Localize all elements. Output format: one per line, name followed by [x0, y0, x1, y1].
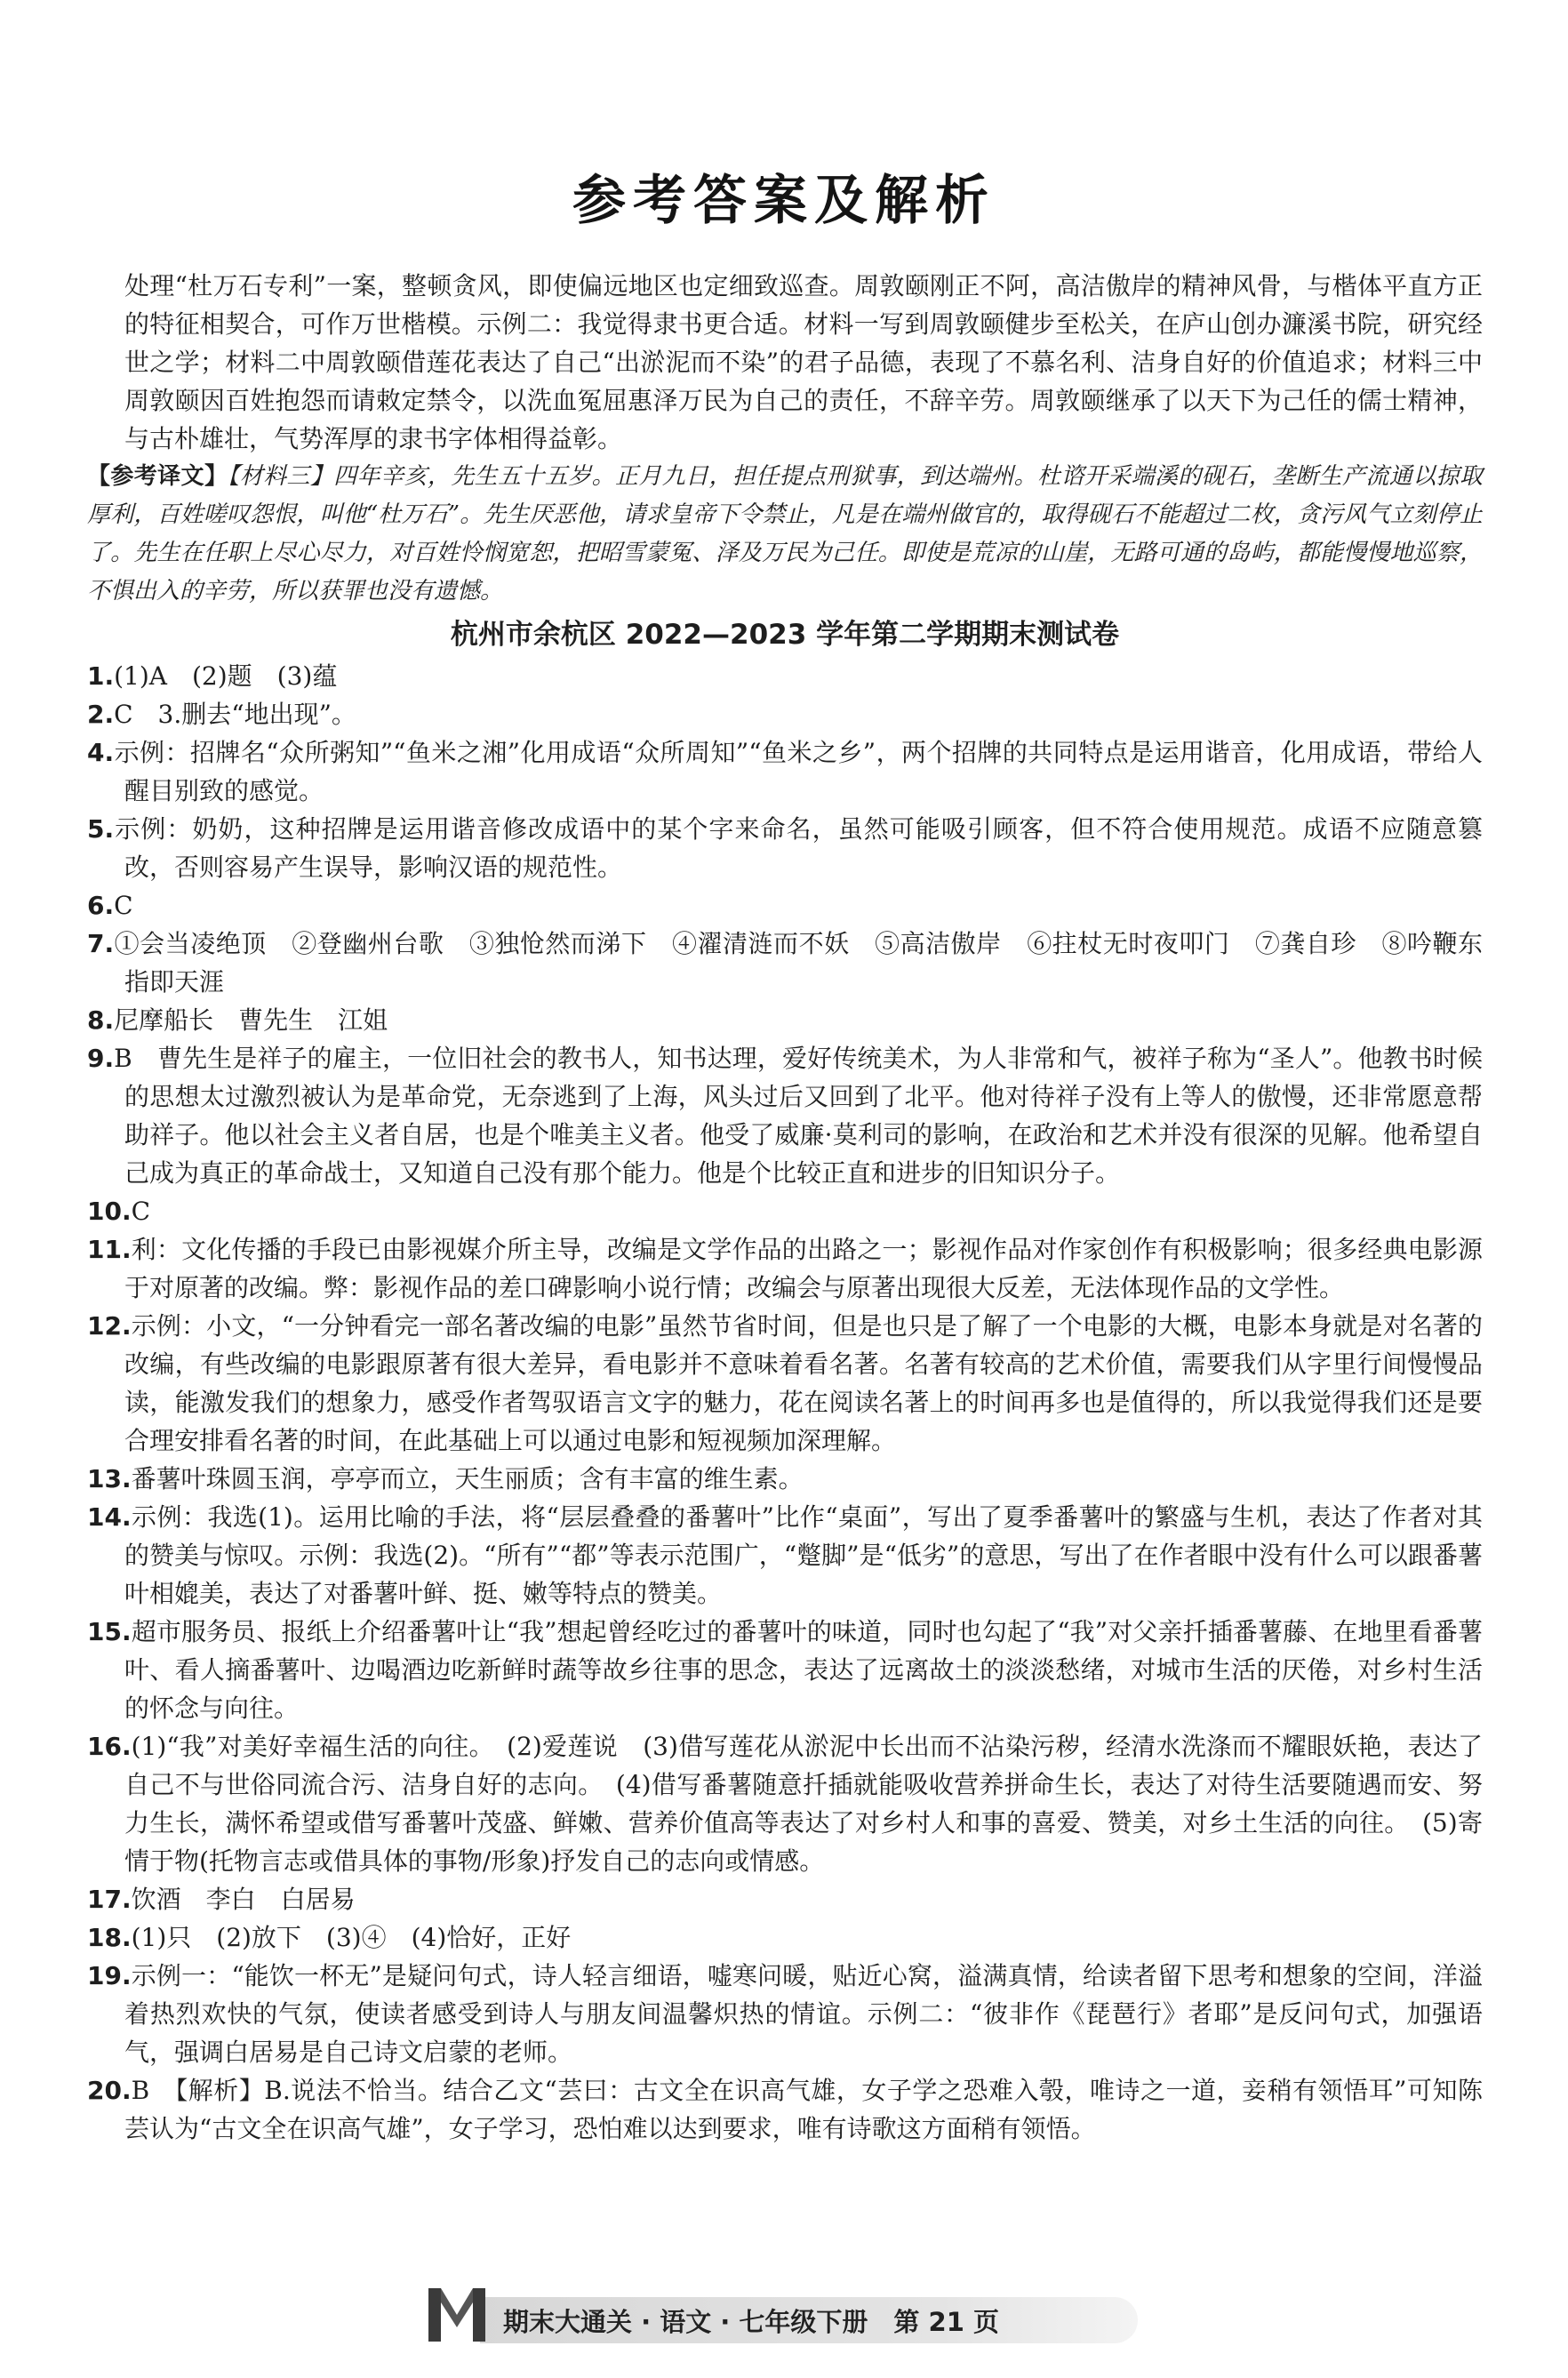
translation-tag: 【参考译文】: [87, 463, 228, 490]
answer-item: [87, 1727, 1483, 1880]
answer-item: [87, 925, 1483, 1001]
answer-text: 示例：我选(1)。运用比喻的手法，将“层层叠叠的番薯叶”比作“桌面”，写出了夏季番薯叶的繁盛与生机，表达了作者对其的赞美与惊叹。示例：我选(2)。“所有”“都”等表示范围广，“蹩脚”是“低劣”的意思，写出了在作者眼中没有什么可以跟番薯叶相媲美，表达了对番薯叶鲜、挺、嫩等特点的赞美。: [124, 1502, 1483, 1608]
answer-number: 4.: [87, 738, 115, 767]
answer-number: 14.: [87, 1502, 132, 1532]
page-footer: [0, 2294, 1568, 2347]
answer-number: 10.: [87, 1197, 132, 1226]
translation-text: 【材料三】四年辛亥，先生五十五岁。正月九日，担任提点刑狱事，到达端州。杜谘开采端溪的砚石，垄断生产流通以掠取厚利，百姓嗟叹怨恨，叫他“杜万石”。先生厌恶他，请求皇帝下令禁止，凡是在端州做官的，取得砚石不能超过二枚，贪污风气立刻停止了。先生在任职上尽心尽力，对百姓怜悯宽恕，把昭雪蒙冤、泽及万民为己任。即使是荒凉的山崖，无路可通的岛屿，都能慢慢地巡察，不惧出入的辛劳，所以获罪也没有遗憾。: [87, 463, 1483, 605]
answer-item: [87, 695, 1483, 733]
answer-text: (1)A (2)题 (3)蕴: [114, 661, 338, 691]
answer-number: 5.: [87, 814, 115, 844]
answer-number: 6.: [87, 891, 115, 920]
answer-item: [87, 1192, 1483, 1230]
answer-item: [87, 1039, 1483, 1192]
footer-text: 期末大通关 · 语文 · 七年级下册 第 21 页: [503, 2307, 999, 2337]
publisher-logo-icon: [423, 2281, 491, 2349]
answer-item: [87, 2071, 1483, 2148]
answer-text: 番薯叶珠圆玉润，亭亭而立，天生丽质；含有丰富的维生素。: [131, 1464, 804, 1493]
answer-text: 示例一：“能饮一杯无”是疑问句式，诗人轻言细语，嘘寒问暖，贴近心窝，溢满真情，给读者留下思考和想象的空间，洋溢着热烈欢快的气氛，使读者感受到诗人与朋友间温馨炽热的情谊。示例二：“彼非作《琵琶行》者耶”是反问句式，加强语气，强调白居易是自己诗文启蒙的老师。: [124, 1961, 1483, 2067]
answer-text: ①会当凌绝顶 ②登幽州台歌 ③独怆然而涕下 ④濯清涟而不妖 ⑤高洁傲岸 ⑥拄杖无时夜叩门 ⑦龚自珍 ⑧吟鞭东指即天涯: [114, 929, 1483, 997]
answer-item: [87, 1001, 1483, 1039]
answer-number: 19.: [87, 1961, 132, 1990]
answer-number: 18.: [87, 1923, 132, 1952]
answer-text: 饮酒 李白 白居易: [131, 1885, 356, 1914]
answer-text: 超市服务员、报纸上介绍番薯叶让“我”想起曾经吃过的番薯叶的味道，同时也勾起了“我”对父亲扦插番薯藤、在地里看番薯叶、看人摘番薯叶、边喝酒边吃新鲜时蔬等故乡往事的思念，表达了远离故土的淡淡愁绪，对城市生活的厌倦，对乡村生活的怀念与向往。: [124, 1617, 1483, 1723]
answer-text: 示例：招牌名“众所粥知”“鱼米之湘”化用成语“众所周知”“鱼米之乡”，两个招牌的共同特点是运用谐音，化用成语，带给人醒目别致的感觉。: [114, 738, 1483, 805]
answer-number: 8.: [87, 1005, 115, 1035]
answer-item: [87, 1613, 1483, 1727]
answer-number: 13.: [87, 1464, 132, 1493]
answer-text: (1)“我”对美好幸福生活的向往。 (2)爱莲说 (3)借写莲花从淤泥中长出而不沾染污秽，经清水洗涤而不耀眼妖艳，表达了自己不与世俗同流合污、洁身自好的志向。 (4)借写番薯随意扦插就能吸收营养拼命生长，表达了对待生活要随遇而安、努力生长，满怀希望或借写番薯叶茂盛、鲜嫩、营养价值高等表达了对乡村人和事的喜爱、赞美，对乡土生活的向往。 (5)寄情于物(托物言志或借具体的事物/形象)抒发自己的志向或情感。: [124, 1732, 1483, 1876]
intro-paragraph: 处理“杜万石专利”一案，整顿贪风，即使偏远地区也定细致巡查。周敦颐刚正不阿，高洁傲岸的精神风骨，与楷体平直方正的特征相契合，可作万世楷模。示例二：我觉得隶书更合适。材料一写到周敦颐健步至松关，在庐山创办濂溪书院，研究经世之学；材料二中周敦颐借莲花表达了自己“出淤泥而不染”的君子品德，表现了不慕名利、洁身自好的价值追求；材料三中周敦颐因百姓抱怨而请敕定禁令，以洗血冤屈惠泽万民为自己的责任，不辞辛劳。周敦颐继承了以天下为己任的儒士精神，与古朴雄壮，气势浑厚的隶书字体相得益彰。: [124, 271, 1483, 453]
reference-translation: [87, 458, 1483, 611]
answer-text: C: [114, 891, 133, 920]
answer-text: 示例：奶奶，这种招牌是运用谐音修改成语中的某个字来命名，虽然可能吸引顾客，但不符合使用规范。成语不应随意篡改，否则容易产生误导，影响汉语的规范性。: [114, 814, 1483, 882]
answer-text: B 曹先生是祥子的雇主，一位旧社会的教书人，知书达理，爱好传统美术，为人非常和气，被祥子称为“圣人”。他教书时候的思想太过激烈被认为是革命党，无奈逃到了上海，风头过后又回到了北平。他对待祥子没有上等人的傲慢，还非常愿意帮助祥子。他以社会主义者自居，也是个唯美主义者。他受了威廉·莫利司的影响，在政治和艺术并没有很深的见解。他希望自己成为真正的革命战士，又知道自己没有那个能力。他是个比较正直和进步的旧知识分子。: [114, 1044, 1483, 1188]
answer-number: 11.: [87, 1235, 132, 1264]
answer-number: 20.: [87, 2076, 132, 2105]
answer-text: 利：文化传播的手段已由影视媒介所主导，改编是文学作品的出路之一；影视作品对作家创作有积极影响；很多经典电影源于对原著的改编。弊：影视作品的差口碑影响小说行情；改编会与原著出现很大反差，无法体现作品的文学性。: [124, 1235, 1483, 1302]
page-content: [87, 267, 1483, 2148]
answer-item: [87, 1230, 1483, 1307]
answer-number: 1.: [87, 661, 115, 691]
answer-item: [87, 1918, 1483, 1957]
answer-number: 17.: [87, 1885, 132, 1914]
answer-text: C 3.删去“地出现”。: [114, 700, 356, 729]
answer-item: [87, 810, 1483, 886]
answer-number: 7.: [87, 929, 115, 958]
answer-text: B 【解析】B.说法不恰当。结合乙文“芸曰：古文全在识高气雄，女子学之恐难入彀，唯诗之一道，妾稍有领悟耳”可知陈芸认为“古文全在识高气雄”，女子学习，恐怕难以达到要求，唯有诗歌这方面稍有领悟。: [124, 2076, 1483, 2143]
page-title: 参考答案及解析: [572, 170, 996, 232]
answer-number: 9.: [87, 1044, 115, 1073]
answer-text: 示例：小文，“一分钟看完一部名著改编的电影”虽然节省时间，但是也只是了解了一个电影的大概，电影本身就是对名著的改编，有些改编的电影跟原著有很大差异，看电影并不意味着看名著。名著有较高的艺术价值，需要我们从字里行间慢慢品读，能激发我们的想象力，感受作者驾驭语言文字的魅力，花在阅读名著上的时间再多也是值得的，所以我觉得我们还是要合理安排看名著的时间，在此基础上可以通过电影和短视频加深理解。: [124, 1311, 1483, 1455]
answer-item: [87, 1957, 1483, 2071]
answer-item: [87, 657, 1483, 695]
answer-item: [87, 1460, 1483, 1498]
answer-item: [87, 1307, 1483, 1460]
answer-item: [87, 1498, 1483, 1613]
answer-item: [87, 1880, 1483, 1918]
answer-text: 尼摩船长 曹先生 江姐: [114, 1005, 388, 1035]
answer-number: 16.: [87, 1732, 132, 1761]
answer-item: [87, 886, 1483, 925]
answer-number: 15.: [87, 1617, 132, 1646]
answer-item: [87, 733, 1483, 810]
answer-text: C: [131, 1197, 151, 1226]
answer-number: 2.: [87, 700, 115, 729]
answer-text: (1)只 (2)放下 (3)④ (4)恰好，正好: [131, 1923, 572, 1952]
answer-number: 12.: [87, 1311, 132, 1341]
answer-list: [87, 657, 1483, 2148]
section-title: 杭州市余杭区 2022—2023 学年第二学期期末测试卷: [450, 619, 1120, 651]
